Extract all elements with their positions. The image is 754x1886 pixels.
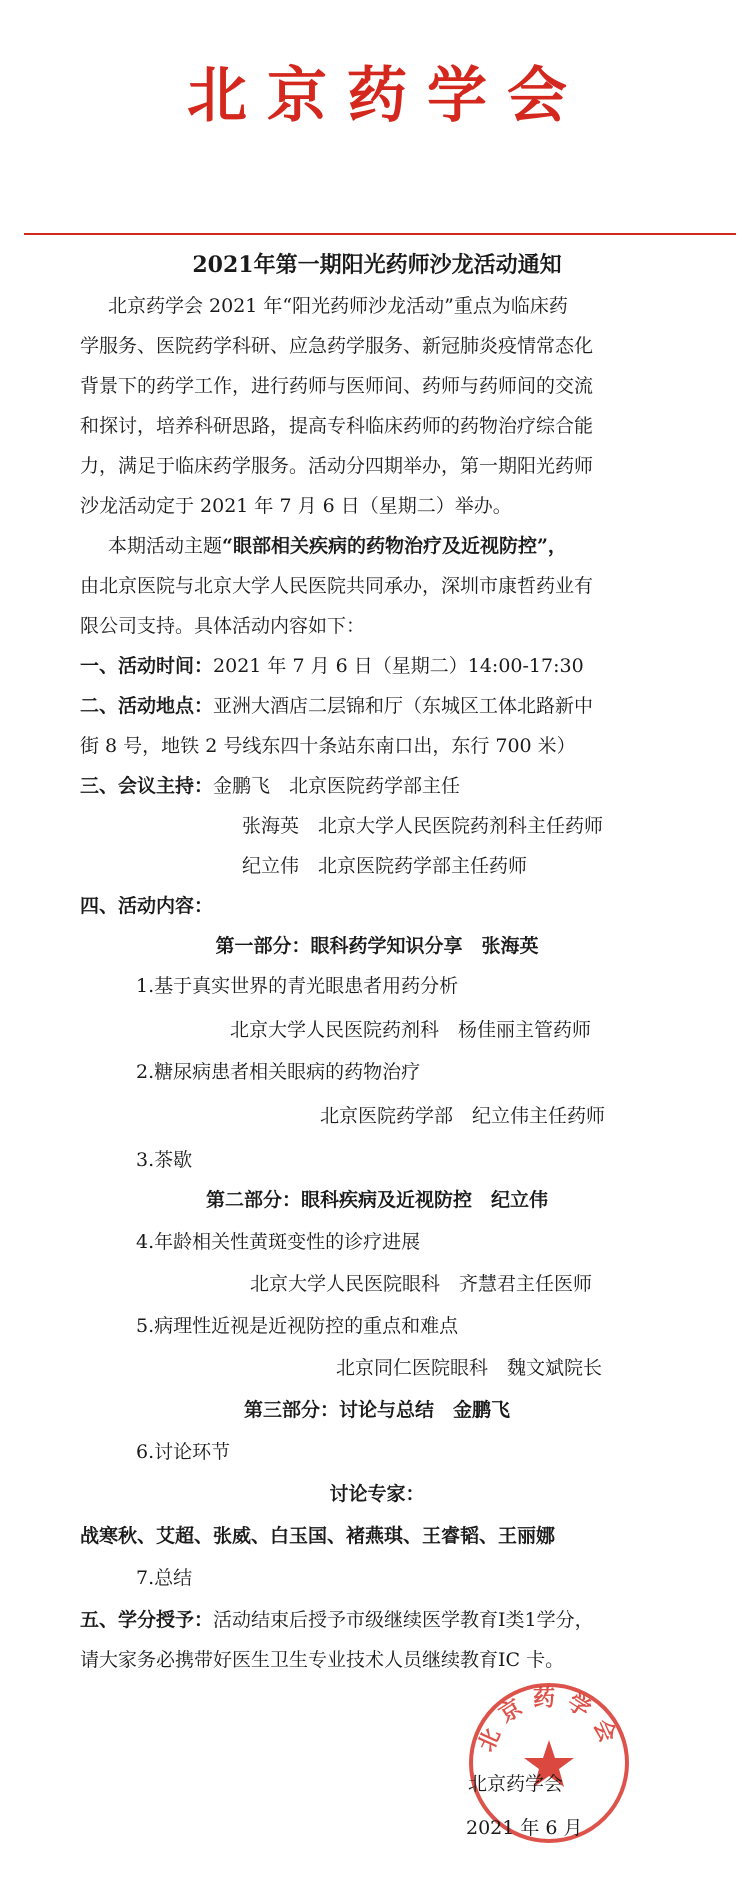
theme-line-2: 由北京医院与北京大学人民医院共同承办，深圳市康哲药业有 (80, 575, 594, 597)
credit-line-2: 请大家务必携带好医生卫生专业技术人员继续教育IC 卡。 (80, 1649, 565, 1671)
intro-line-3: 背景下的药学工作，进行药师与医师间、药师与药师间的交流 (80, 375, 594, 397)
signature-date: 2021 年 6 月 (466, 1817, 583, 1839)
credit-line-1: 活动结束后授予市级继续医学教育I类1学分， (213, 1609, 594, 1631)
signature-org: 北京药学会 (468, 1773, 564, 1795)
theme-highlight: “眼部相关疾病的药物治疗及近视防控”， (222, 535, 567, 557)
part-3-heading: 第三部分：讨论与总结 金鹏飞 (243, 1399, 510, 1421)
agenda-item-5-speaker: 北京同仁医院眼科 魏文斌院长 (336, 1357, 603, 1379)
venue-label: 二、活动地点： (80, 695, 214, 717)
credit-label: 五、学分授予： (80, 1609, 214, 1631)
hosts-row (80, 774, 460, 798)
agenda-item-6: 6.讨论环节 (136, 1441, 231, 1463)
venue-line-2: 街 8 号，地铁 2 号线东四十条站东南口出，东行 700 米） (80, 735, 576, 757)
intro-line-6: 沙龙活动定于 2021 年 7 月 6 日（星期二）举办。 (80, 495, 512, 517)
time-label: 一、活动时间： (80, 655, 214, 677)
agenda-item-7: 7.总结 (136, 1567, 193, 1589)
agenda-item-1-speaker: 北京大学人民医院药剂科 杨佳丽主管药师 (230, 1019, 592, 1041)
part-2-heading: 第二部分：眼科疾病及近视防控 纪立伟 (205, 1189, 548, 1211)
credit-row (80, 1608, 594, 1632)
agenda-item-4-speaker: 北京大学人民医院眼科 齐慧君主任医师 (250, 1273, 593, 1295)
svg-text:北京药学会: 北京药学会 (474, 1686, 624, 1756)
time-value: 2021 年 7 月 6 日（星期二）14:00-17:30 (213, 655, 584, 677)
host-2: 张海英 北京大学人民医院药剂科主任药师 (242, 815, 604, 837)
intro-line-5: 力，满足于临床药学服务。活动分四期举办，第一期阳光药师 (80, 455, 594, 477)
part-1-heading: 第一部分：眼科药学知识分享 张海英 (215, 935, 539, 957)
agenda-item-1: 1.基于真实世界的青光眼患者用药分析 (136, 975, 459, 997)
venue-row (80, 694, 593, 718)
masthead-org-name: 北京药学会 (187, 61, 587, 131)
host-3: 纪立伟 北京医院药学部主任药师 (242, 855, 528, 877)
agenda-item-3: 3.茶歇 (136, 1149, 193, 1171)
content-label: 四、活动内容： (80, 895, 214, 917)
hosts-label: 三、会议主持： (80, 775, 214, 797)
agenda-item-2-speaker: 北京医院药学部 纪立伟主任药师 (320, 1105, 606, 1127)
agenda-item-2: 2.糖尿病患者相关眼病的药物治疗 (136, 1061, 421, 1083)
intro-line-4: 和探讨，培养科研思路，提高专科临床药师的药物治疗综合能 (80, 415, 594, 437)
theme-prefix: 本期活动主题 (108, 535, 223, 557)
red-divider-rule (24, 233, 736, 235)
theme-line-1 (108, 534, 567, 558)
agenda-item-4: 4.年龄相关性黄斑变性的诊疗进展 (136, 1231, 421, 1253)
experts-label: 讨论专家： (329, 1483, 425, 1505)
intro-line-2: 学服务、医院药学科研、应急药学服务、新冠肺炎疫情常态化 (80, 335, 594, 357)
experts-list: 战寒秋、艾超、张威、白玉国、褚燕琪、王睿韬、王丽娜 (80, 1525, 556, 1547)
theme-line-3: 限公司支持。具体活动内容如下： (80, 615, 366, 637)
document-title: 2021年第一期阳光药师沙龙活动通知 (192, 252, 562, 278)
host-1: 金鹏飞 北京医院药学部主任 (213, 775, 461, 797)
venue-line-1: 亚洲大酒店二层锦和厅（东城区工体北路新中 (213, 695, 594, 717)
agenda-item-5: 5.病理性近视是近视防控的重点和难点 (136, 1315, 459, 1337)
time-row (80, 654, 584, 678)
intro-line-1: 北京药学会 2021 年“阳光药师沙龙活动”重点为临床药 (108, 295, 568, 317)
